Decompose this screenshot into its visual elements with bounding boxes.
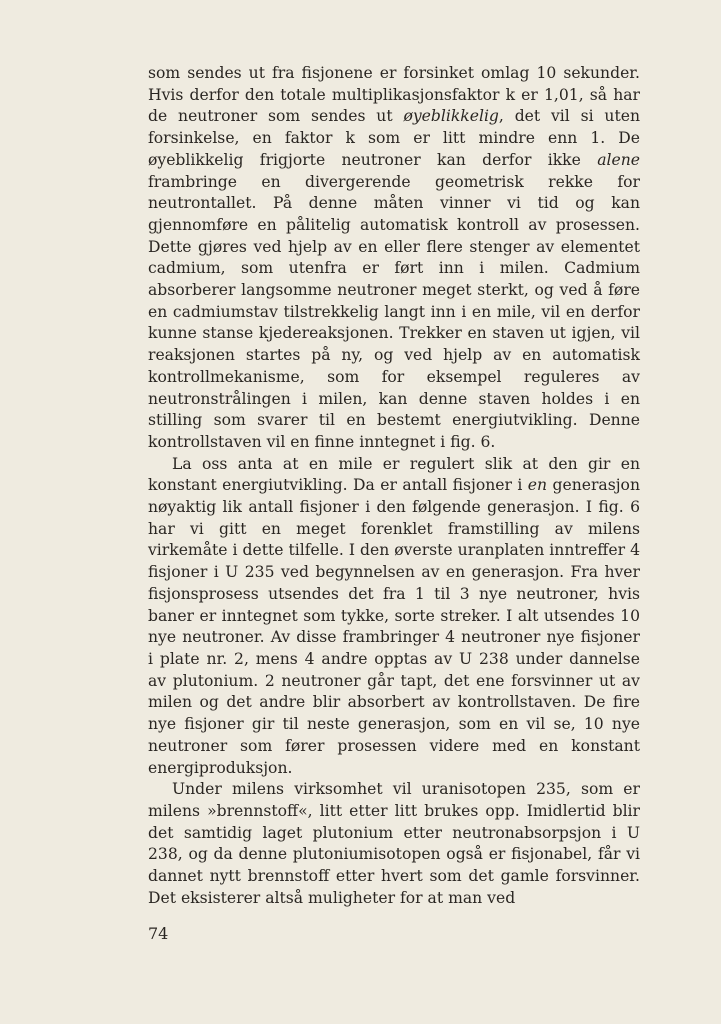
italic-text: en: [527, 476, 548, 495]
text-run: som sendes ut fra fisjonene er forsinket omlag 10 sekunder. Hvis derfor den totale multiplikasjonsfaktor k er 1,01, så har de neutroner som sendes ut: [148, 64, 640, 126]
body-text: [148, 63, 640, 909]
text-run: , det vil si uten forsinkelse, en faktor k som er litt mindre enn 1. De øyeblikkelig frigjorte neutroner kan derfor ikke: [148, 107, 640, 169]
text-run: La oss anta at en mile er regulert slik at den gir en konstant energiutvikling. Da er antall fisjoner i: [148, 454, 640, 495]
paragraph: [148, 454, 640, 780]
paragraph: [148, 779, 640, 909]
italic-text: øyeblikkelig: [403, 107, 499, 126]
page-number: 74: [148, 924, 169, 943]
italic-text: alene: [597, 150, 640, 169]
paragraph: [148, 63, 640, 454]
text-run: frambringe en divergerende geometrisk rekke for neutrontallet. På denne måten vinner vi tid og kan gjennomføre en pålitelig automatisk kontroll av prosessen. Dette gjøres ved hjelp av en eller flere stenger av elementet cadmium, som utenfra er ført inn i milen. Cadmium absorberer langsomme neutroner meget sterkt, og ved å føre en cadmiumstav tilstrekkelig langt inn i en mile, vil en derfor kunne stanse kjedereaksjonen. Trekker en staven ut igjen, vil reaksjonen startes på ny, og ved hjelp av en automatisk kontrollmekanisme, som for eksempel reguleres av neutronstrålingen i milen, kan denne staven holdes i en stilling som svarer til en bestemt energiutvikling. Denne kontrollstaven vil en finne inntegnet i fig. 6.: [148, 172, 640, 451]
text-run: Under milens virksomhet vil uranisotopen 235, som er milens »brennstoff«, litt etter litt brukes opp. Imidlertid blir det samtidig laget plutonium etter neutronabsorpsjon i U 238, og da denne plutoniumisotopen også er fisjonabel, får vi dannet nytt brennstoff etter hvert som det gamle forsvinner. Det eksisterer altså muligheter for at man ved: [148, 780, 640, 907]
text-run: generasjon nøyaktig lik antall fisjoner i den følgende generasjon. I fig. 6 har vi gitt en meget forenklet framstilling av milens virkemåte i dette tilfelle. I den øverste uranplaten inntreffer 4 fisjoner i U 235 ved begynnelsen av en generasjon. Fra hver fisjonsprosess utsendes det fra 1 til 3 nye neutroner, hvis baner er inntegnet som tykke, sorte streker. I alt utsendes 10 nye neutroner. Av disse frambringer 4 neutroner nye fisjoner i plate nr. 2, mens 4 andre opptas av U 238 under dannelse av plutonium. 2 neutroner går tapt, det ene forsvinner ut av milen og det andre blir absorbert av kontrollstaven. De fire nye fisjoner gir til neste generasjon, som en vil se, 10 nye neutroner som fører prosessen videre med en konstant energiproduksjon.: [148, 476, 640, 777]
